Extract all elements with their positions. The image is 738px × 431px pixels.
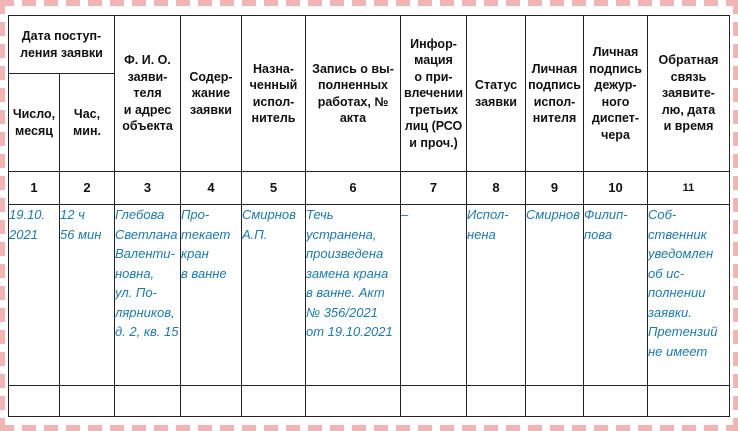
column-number: 9 — [526, 172, 584, 205]
header-assignee: Назна- ченный испол- нитель — [242, 16, 306, 172]
empty-cell — [526, 386, 584, 417]
header-date-received: Дата поступ- ления заявки — [9, 16, 115, 74]
empty-cell — [115, 386, 181, 417]
header-work-record: Запись о вы- полненных работах, № акта — [306, 16, 401, 172]
header-dispatcher-signature: Личная подпись дежур- ного диспет- чера — [584, 16, 648, 172]
empty-cell — [60, 386, 115, 417]
table-row — [9, 205, 730, 386]
column-number: 8 — [467, 172, 526, 205]
cell-request-status: Испол- нена — [467, 205, 526, 386]
cell-date: 19.10. 2021 — [9, 205, 60, 386]
empty-cell — [401, 386, 467, 417]
empty-cell — [9, 386, 60, 417]
header-executor-signature: Личная подпись испол- нителя — [526, 16, 584, 172]
column-number-row — [9, 172, 730, 205]
empty-cell — [584, 386, 648, 417]
header-fio-address: Ф. И. О. заяви- теля и адрес объекта — [115, 16, 181, 172]
dashed-frame-right — [733, 0, 738, 431]
empty-cell — [306, 386, 401, 417]
header-request-content: Содер- жание заявки — [181, 16, 242, 172]
header-row-top — [9, 16, 730, 74]
column-number: 3 — [115, 172, 181, 205]
header-hour-minute: Час, мин. — [60, 74, 115, 172]
column-number: 4 — [181, 172, 242, 205]
cell-time: 12 ч 56 мин — [60, 205, 115, 386]
cell-assignee: Смирнов А.П. — [242, 205, 306, 386]
column-number: 1 — [9, 172, 60, 205]
cell-request-content: Про- текает кран в ванне — [181, 205, 242, 386]
cell-feedback: Соб- ственник уведомлен об ис- полнении заявки. Претензий не имеет — [648, 205, 730, 386]
empty-cell — [181, 386, 242, 417]
cell-third-party-info: – — [401, 205, 467, 386]
empty-cell — [648, 386, 730, 417]
dashed-frame-bottom — [0, 425, 738, 431]
column-number: 10 — [584, 172, 648, 205]
dashed-frame-left — [0, 0, 5, 431]
request-journal-table — [8, 15, 730, 417]
header-third-party-info: Инфор- мация о при- влечении третьих лиц (РСО и проч.) — [401, 16, 467, 172]
empty-row — [9, 386, 730, 417]
header-day-month: Число, месяц — [9, 74, 60, 172]
empty-cell — [467, 386, 526, 417]
cell-dispatcher-signature: Филип- пова — [584, 205, 648, 386]
header-request-status: Статус заявки — [467, 16, 526, 172]
cell-fio-address: Глебова Светлана Валенти- новна, ул. По- лярников, д. 2, кв. 15 — [115, 205, 181, 386]
column-number: 6 — [306, 172, 401, 205]
column-number: 5 — [242, 172, 306, 205]
dashed-frame-top — [0, 0, 738, 6]
column-number: 7 — [401, 172, 467, 205]
column-number: 2 — [60, 172, 115, 205]
column-number: 11 — [648, 172, 730, 205]
header-feedback: Обратная связь заявите- лю, дата и время — [648, 16, 730, 172]
empty-cell — [242, 386, 306, 417]
cell-work-record: Течь устранена, произведена замена крана в ванне. Акт № 356/2021 от 19.10.2021 — [306, 205, 401, 386]
cell-executor-signature: Смирнов — [526, 205, 584, 386]
